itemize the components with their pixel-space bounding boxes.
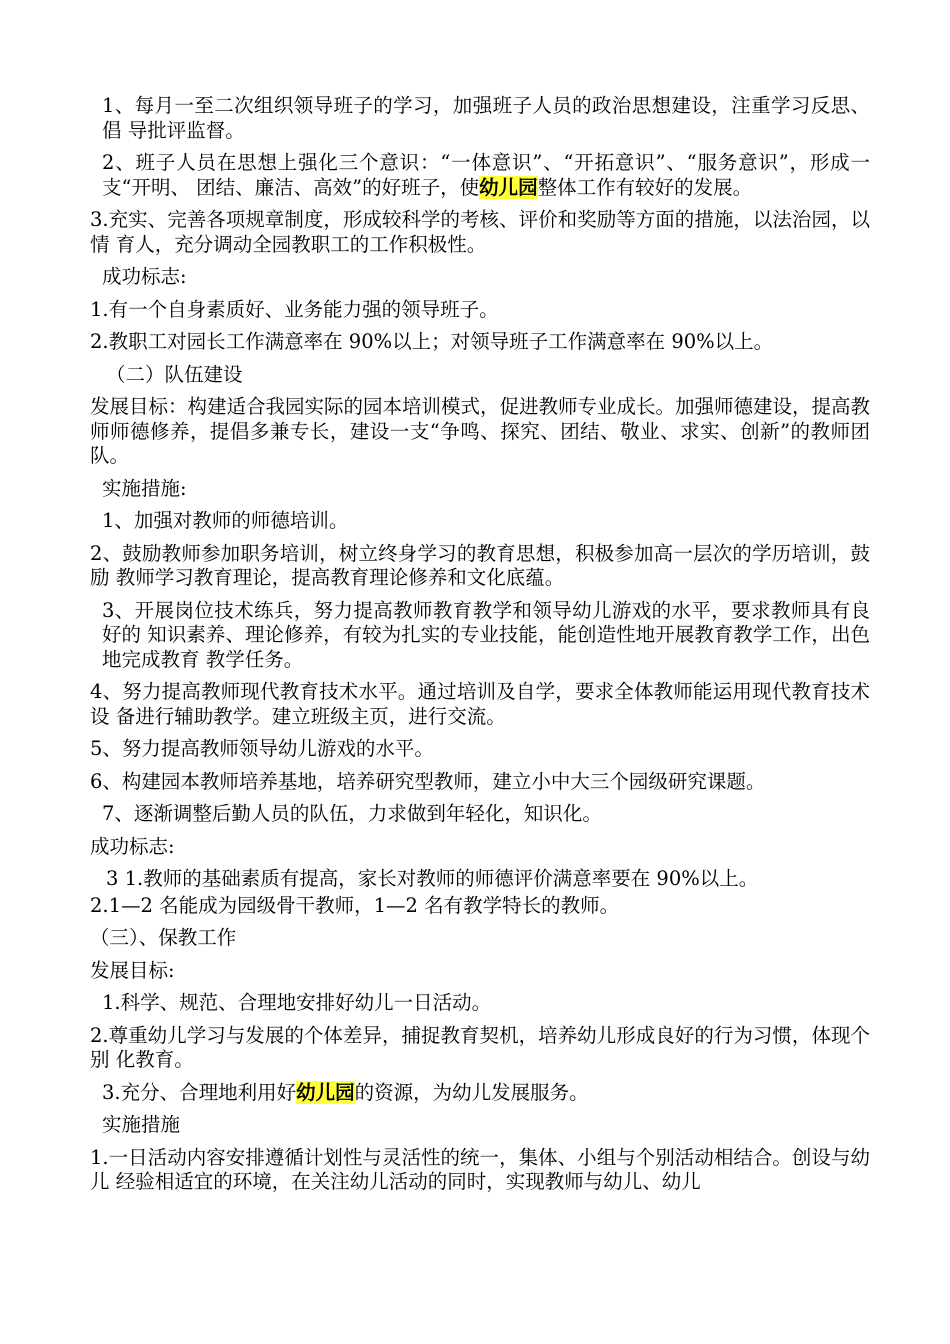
paragraph-measure-1: 1、加强对教师的师德培训。 <box>102 509 349 532</box>
paragraph-regulations: 3.充实、完善各项规章制度，形成较科学的考核、评价和奖励等方面的措施，以法治园，以情 育人，充分调动全园教职工的工作积极性。 <box>90 208 870 256</box>
paragraph-three-awareness <box>90 151 870 200</box>
paragraph-development-goal: 发展目标：构建适合我园实际的园本培训模式，促进教师专业成长。加强师德建设，提高教 师师德修养，提倡多兼专长，建设一支“争鸣、探究、团结、敬业、求实、创新”的教师团队。 <box>90 395 871 467</box>
paragraph-measure-7: 7、逐渐调整后勤人员的队伍，力求做到年轻化，知识化。 <box>102 802 602 825</box>
paragraph-measure-4: 4、努力提高教师现代教育技术水平。通过培训及自学，要求全体教师能运用现代教育技术设 备进行辅助教学。建立班级主页，进行交流。 <box>90 680 870 728</box>
paragraph-goal-2: 2.尊重幼儿学习与发展的个体差异，捕捉教育契机，培养幼儿形成良好的行为习惯，体现个别 化教育。 <box>90 1023 870 1071</box>
paragraph-success-2: 2.教职工对园长工作满意率在 90%以上；对领导班子工作满意率在 90%以上。 <box>90 330 774 353</box>
section-label-implementation-2: 实施措施 <box>102 1113 181 1136</box>
paragraph-daily-activity: 1.一日活动内容安排遵循计划性与灵活性的统一，集体、小组与个别活动相结合。创设与幼儿 经验相适宜的环境，在关注幼儿活动的同时，实现教师与幼儿、幼儿 <box>90 1145 870 1193</box>
highlighted-keyword: 幼儿园 <box>296 1080 355 1104</box>
paragraph-goal-3 <box>90 1081 870 1106</box>
text-segment: 的资源，为幼儿发展服务。 <box>354 1080 589 1104</box>
highlighted-keyword: 幼儿园 <box>479 175 538 199</box>
paragraph-goal-1: 1.科学、规范、合理地安排好幼儿一日活动。 <box>102 991 492 1014</box>
section-label-development-goal: 发展目标: <box>90 958 175 982</box>
paragraph-teacher-success-2: 2.1—2 名能成为园级骨干教师，1—2 名有教学特长的教师。 <box>90 893 620 917</box>
paragraph-measure-3: 3、开展岗位技术练兵，努力提高教师教育教学和领导幼儿游戏的水平，要求教师具有良好的 知识素养、理论修养，有较为扎实的专业技能，能创造性地开展教育教学工作，出色地完成教育 教学任务。 <box>102 598 870 671</box>
paragraph-measure-2: 2、鼓励教师参加职务培训，树立终身学习的教育思想，积极参加高一层次的学历培训，鼓励 教师学习教育理论，提高教育理论修养和文化底蕴。 <box>90 541 870 589</box>
section-label-success-markers-2: 成功标志: <box>90 834 175 858</box>
section-heading-team-building: （二）队伍建设 <box>106 362 243 386</box>
section-label-success-markers: 成功标志: <box>102 265 187 288</box>
text-segment: 整体工作有较好的发展。 <box>537 175 753 199</box>
paragraph-leadership-study: 1、每月一至二次组织领导班子的学习，加强班子人员的政治思想建设，注重学习反思、倡 导批评监督。 <box>102 94 870 142</box>
text-segment: 2、班子人员在思想上强化三个意识：“一体意识”、“开拓意识”、“服务意识”，形成一支“开明、 团结、廉洁、高效”的好班子，使 <box>102 151 870 199</box>
section-label-implementation: 实施措施: <box>102 476 187 500</box>
document-body <box>90 94 870 1203</box>
text-segment: 3.充分、合理地利用好 <box>102 1080 297 1104</box>
paragraph-teacher-success-1: 3 1.教师的基础素质有提高，家长对教师的师德评价满意率要在 90%以上。 <box>106 867 759 890</box>
paragraph-measure-6: 6、构建园本教师培养基地，培养研究型教师，建立小中大三个园级研究课题。 <box>90 769 766 793</box>
paragraph-success-1: 1.有一个自身素质好、业务能力强的领导班子。 <box>90 297 499 321</box>
section-heading-education-work: （三）、保教工作 <box>90 926 237 949</box>
paragraph-measure-5: 5、努力提高教师领导幼儿游戏的水平。 <box>90 737 434 760</box>
